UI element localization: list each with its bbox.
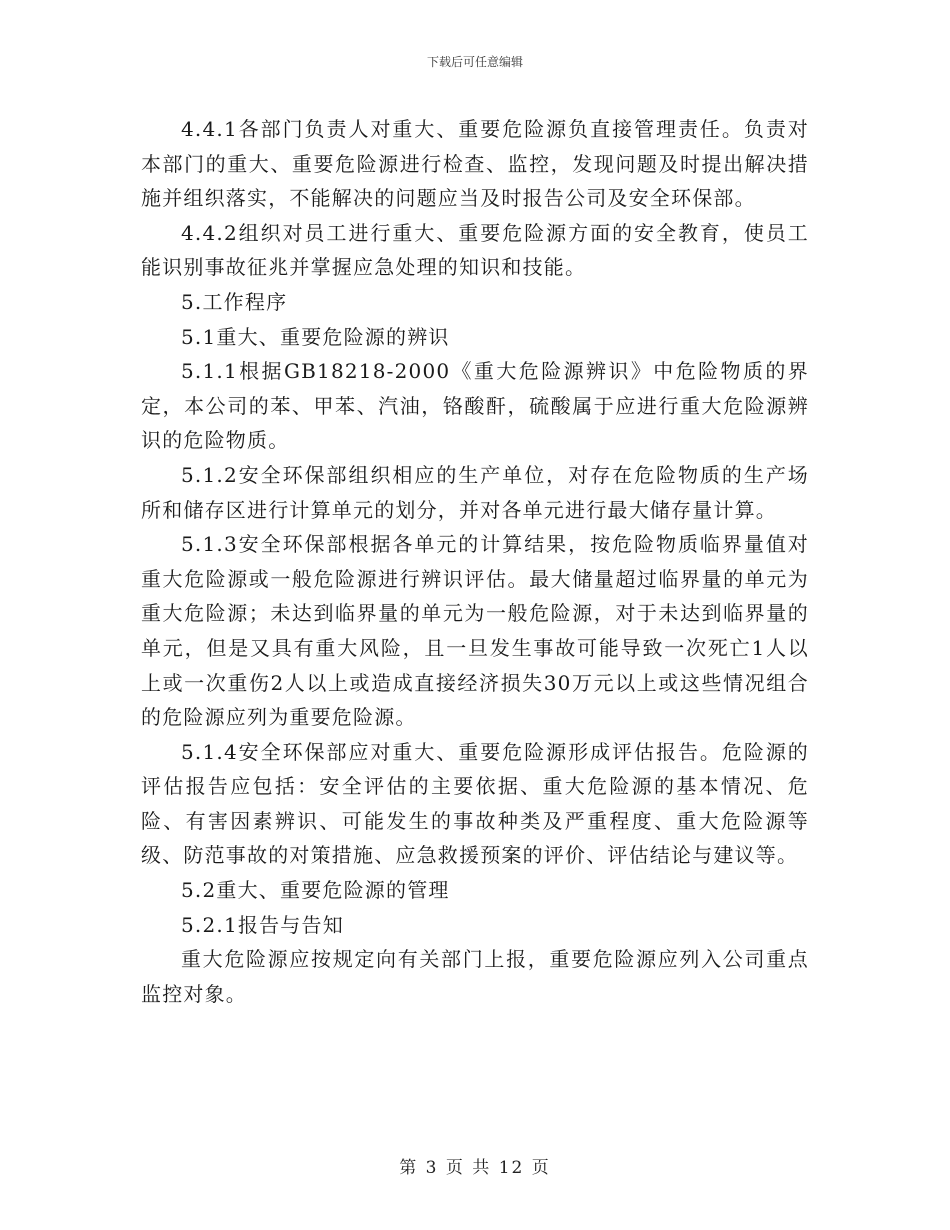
heading-5-2-1: 5.2.1报告与告知 [181,912,344,937]
paragraph-4-4-1: 4.4.1各部门负责人对重大、重要危险源负直接管理责任。负责对本部门的重大、重要危险源进行检查、监控，发现问题及时提出解决措施并组织落实，不能解决的问题应当及时报告公司及安全环保部。 [141,117,809,211]
paragraph-5-1-4: 5.1.4安全环保部应对重大、重要危险源形成评估报告。危险源的评估报告应包括：安全评估的主要依据、重大危险源的基本情况、危险、有害因素辨识、可能发生的事故种类及严重程度、重大危险源等级、防范事故的对策措施、应急救援预案的评价、评估结论与建议等。 [141,739,809,868]
heading-5: 5.工作程序 [181,289,288,314]
paragraph-5-1-3: 5.1.3安全环保部根据各单元的计算结果，按危险物质临界量值对重大危险源或一般危险源进行辨识评估。最大储量超过临界量的单元为重大危险源；未达到临界量的单元为一般危险源，对于未达到临界量的单元，但是又具有重大风险，且一旦发生事故可能导致一次死亡1人以上或一次重伤2人以上或造成直接经济损失30万元以上或这些情况组合的危险源应列为重要危险源。 [141,532,809,730]
paragraph-5-1-1: 5.1.1根据GB18218-2000《重大危险源辨识》中危险物质的界定，本公司的苯、甲苯、汽油，铬酸酐，硫酸属于应进行重大危险源辨识的危险物质。 [141,359,809,453]
heading-5-1: 5.1重大、重要危险源的辨识 [181,324,450,349]
document-body [141,112,809,1011]
heading-5-2: 5.2重大、重要危险源的管理 [181,878,450,903]
page-number: 第 3 页 共 12 页 [399,1158,551,1178]
paragraph-5-1-2: 5.1.2安全环保部组织相应的生产单位，对存在危险物质的生产场所和储存区进行计算单元的划分，并对各单元进行最大储存量计算。 [141,462,809,522]
page-header: 下载后可任意编辑 [426,55,523,69]
paragraph-4-4-2: 4.4.2组织对员工进行重大、重要危险源方面的安全教育，使员工能识别事故征兆并掌握应急处理的知识和技能。 [141,220,809,280]
paragraph-report: 重大危险源应按规定向有关部门上报，重要危险源应列入公司重点监控对象。 [141,947,809,1006]
